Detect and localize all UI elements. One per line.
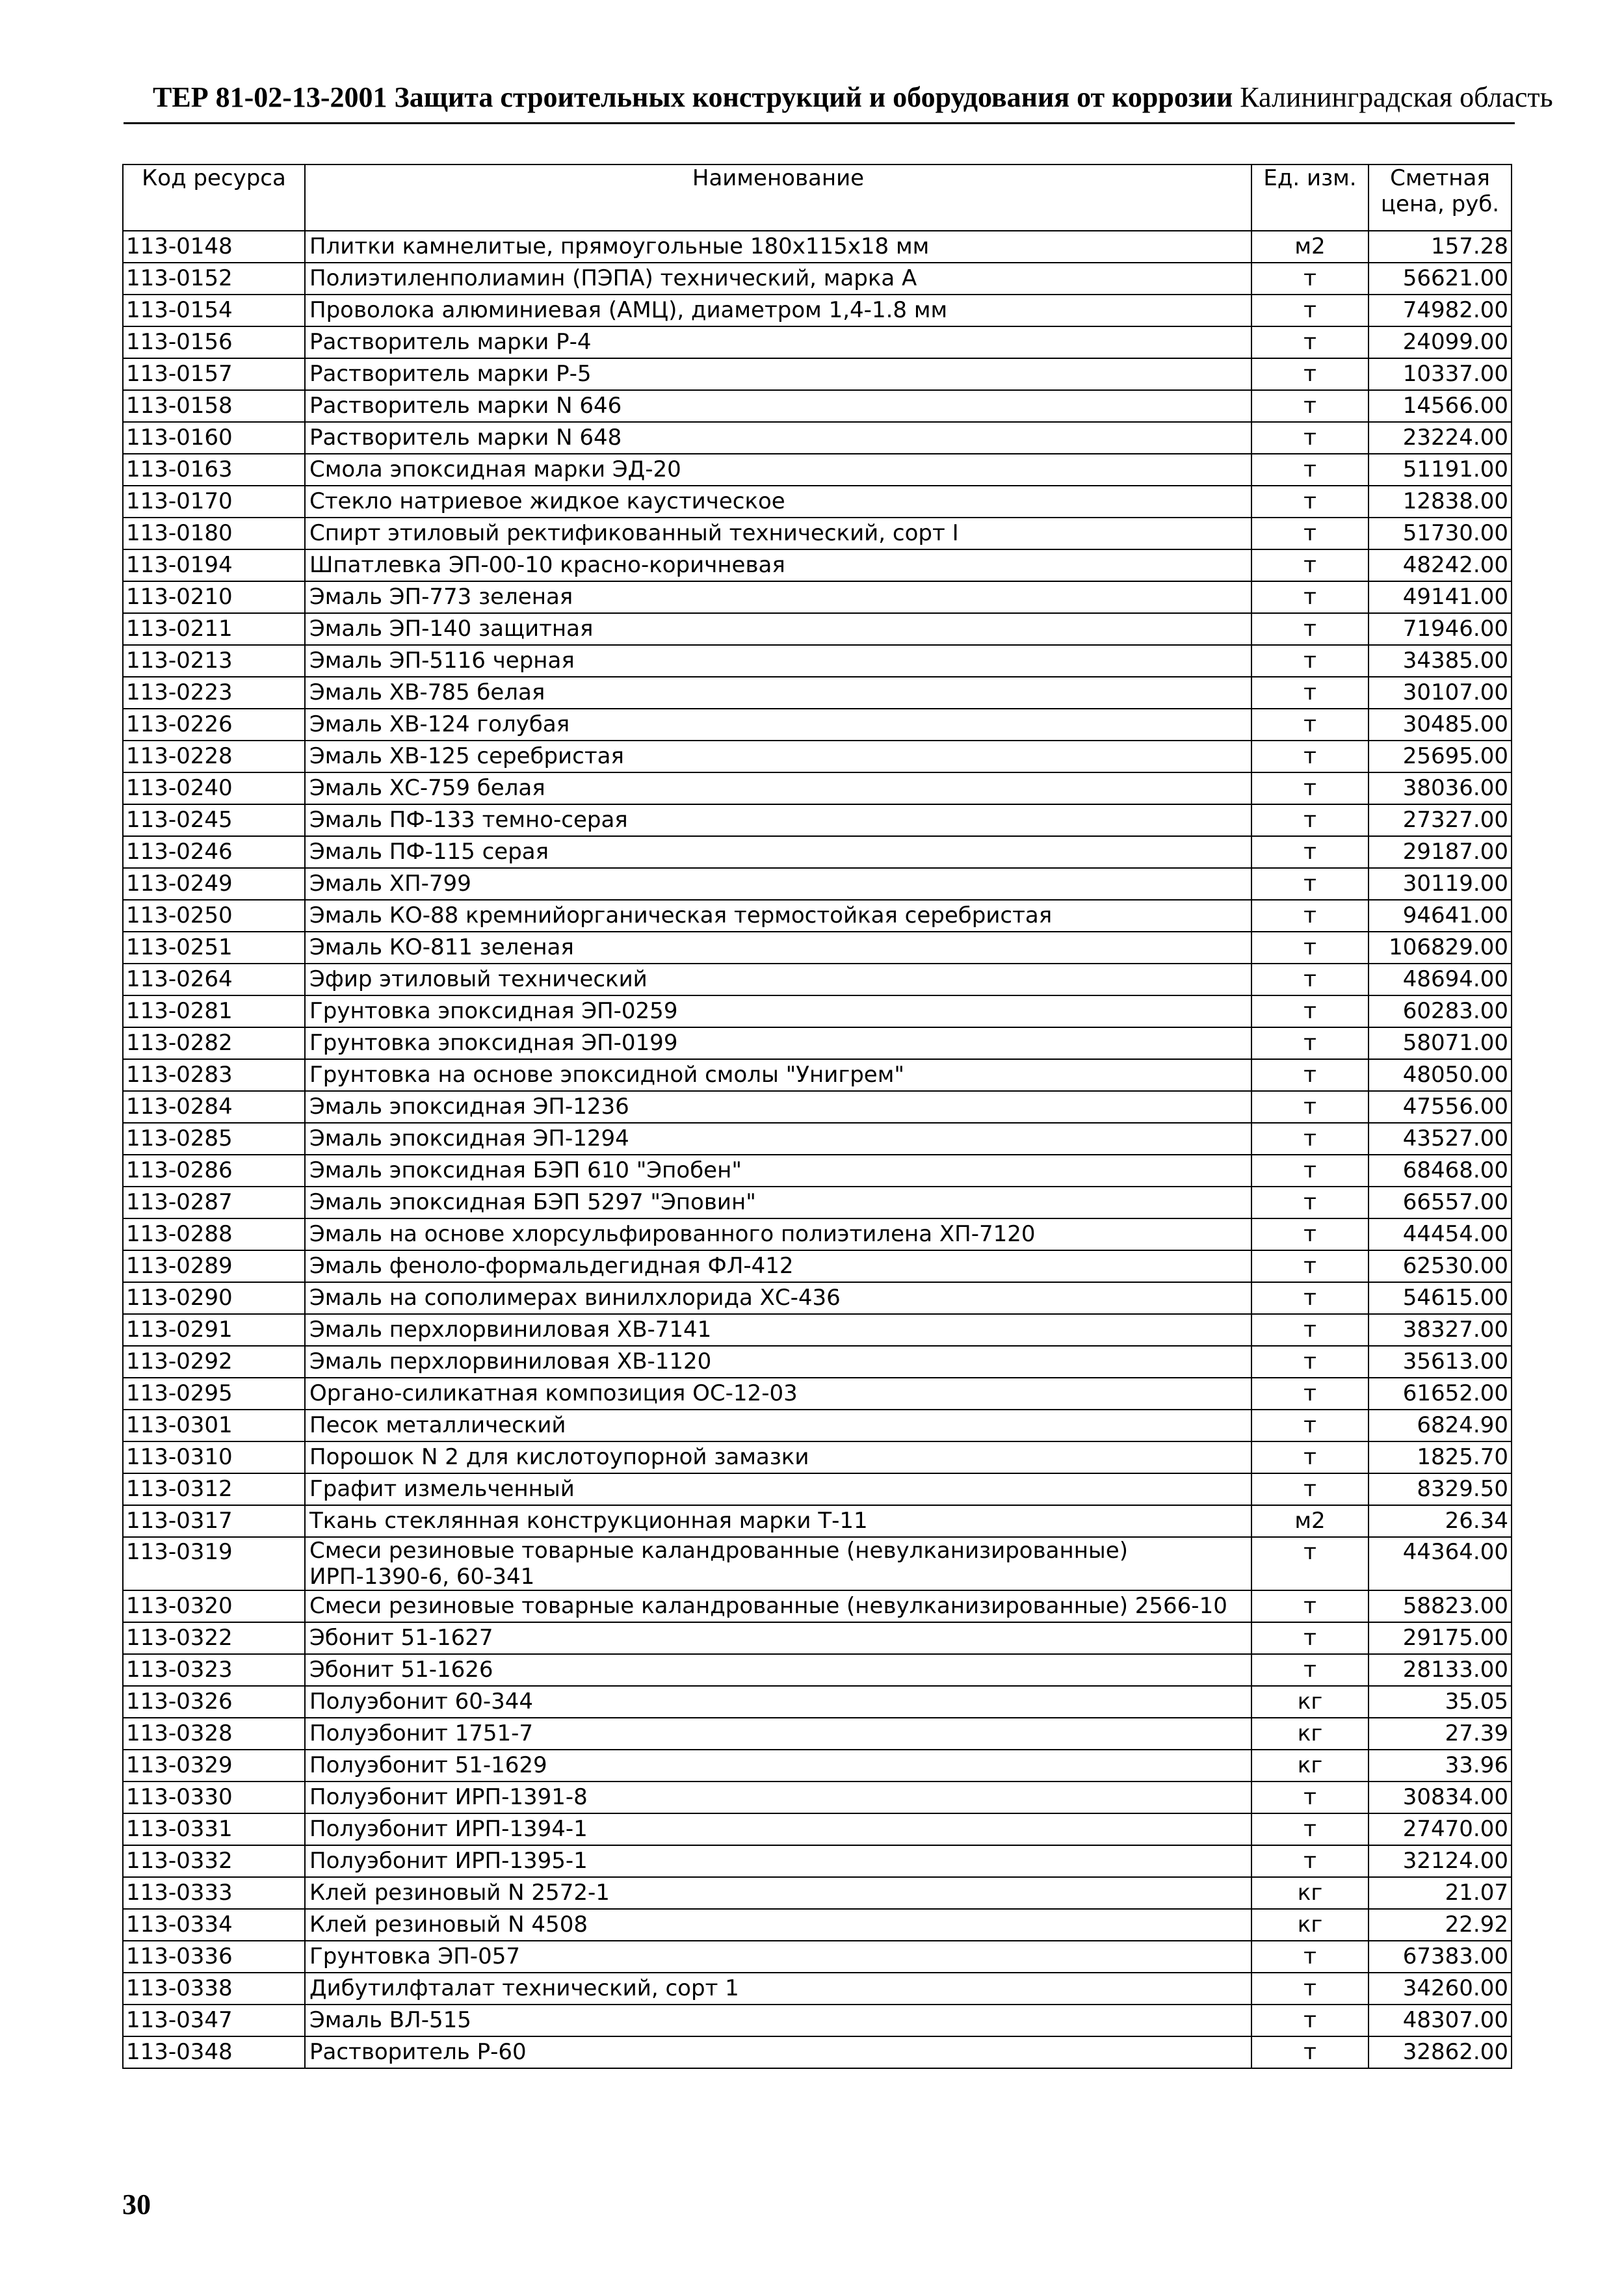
table-row [123, 1686, 1512, 1718]
price-cell: 48050.00 [1369, 1059, 1512, 1091]
price-cell: 48307.00 [1369, 2005, 1512, 2036]
price-cell: 66557.00 [1369, 1187, 1512, 1218]
resource-code-cell: 113-0245 [123, 804, 305, 836]
resource-name-cell: Растворитель марки N 648 [305, 422, 1251, 454]
resource-name-cell: Эмаль эпоксидная ЭП-1294 [305, 1123, 1251, 1155]
price-cell: 44454.00 [1369, 1218, 1512, 1250]
unit-cell: кг [1251, 1750, 1369, 1782]
column-header-unit: Ед. изм. [1251, 164, 1369, 231]
unit-cell: т [1251, 326, 1369, 358]
table-row [123, 1654, 1512, 1686]
table-row [123, 231, 1512, 263]
resource-name-cell: Дибутилфталат технический, сорт 1 [305, 1973, 1251, 2005]
price-cell: 71946.00 [1369, 613, 1512, 645]
table-row [123, 1537, 1512, 1590]
resource-name-cell: Эмаль эпоксидная ЭП-1236 [305, 1091, 1251, 1123]
unit-cell: т [1251, 1027, 1369, 1059]
unit-cell: т [1251, 1537, 1369, 1590]
unit-cell: кг [1251, 1718, 1369, 1750]
price-cell: 30119.00 [1369, 868, 1512, 900]
column-header-code: Код ресурса [123, 164, 305, 231]
table-row [123, 1250, 1512, 1282]
unit-cell: т [1251, 964, 1369, 995]
document-title: ТЕР 81-02-13-2001 Защита строительных конструкций и оборудования от коррозии [153, 81, 1233, 113]
resource-code-cell: 113-0326 [123, 1686, 305, 1718]
unit-cell: т [1251, 1845, 1369, 1877]
resource-name-cell: Эмаль ПФ-133 темно-серая [305, 804, 1251, 836]
resource-name-cell: Порошок N 2 для кислотоупорной замазки [305, 1441, 1251, 1473]
price-cell: 32862.00 [1369, 2036, 1512, 2068]
unit-cell: т [1251, 1622, 1369, 1654]
table-row [123, 2005, 1512, 2036]
price-cell: 43527.00 [1369, 1123, 1512, 1155]
price-cell: 60283.00 [1369, 995, 1512, 1027]
table-row [123, 1314, 1512, 1346]
unit-cell: т [1251, 1782, 1369, 1813]
resource-name-cell: Спирт этиловый ректификованный технический, сорт I [305, 518, 1251, 549]
price-cell: 23224.00 [1369, 422, 1512, 454]
resource-name-cell: Клей резиновый N 4508 [305, 1909, 1251, 1941]
resource-code-cell: 113-0283 [123, 1059, 305, 1091]
resource-name-cell: Растворитель марки Р-5 [305, 358, 1251, 390]
resource-name-cell: Полуэбонит ИРП-1394-1 [305, 1813, 1251, 1845]
resource-code-cell: 113-0170 [123, 486, 305, 518]
resource-name-cell: Растворитель марки N 646 [305, 390, 1251, 422]
unit-cell: т [1251, 2005, 1369, 2036]
resource-code-cell: 113-0328 [123, 1718, 305, 1750]
unit-cell: т [1251, 390, 1369, 422]
table-row [123, 1813, 1512, 1845]
price-cell: 56621.00 [1369, 263, 1512, 295]
table-row [123, 613, 1512, 645]
table-row [123, 581, 1512, 613]
resource-code-cell: 113-0290 [123, 1282, 305, 1314]
resource-code-cell: 113-0331 [123, 1813, 305, 1845]
price-cell: 25695.00 [1369, 741, 1512, 772]
page-number: 30 [122, 2189, 151, 2220]
table-row [123, 932, 1512, 964]
table-header-row [123, 164, 1512, 231]
price-cell: 61652.00 [1369, 1378, 1512, 1410]
table-row [123, 1505, 1512, 1537]
price-cell: 32124.00 [1369, 1845, 1512, 1877]
unit-cell: т [1251, 422, 1369, 454]
price-cell: 49141.00 [1369, 581, 1512, 613]
unit-cell: т [1251, 1187, 1369, 1218]
unit-cell: т [1251, 1155, 1369, 1187]
resource-name-cell: Полуэбонит 1751-7 [305, 1718, 1251, 1750]
price-cell: 44364.00 [1369, 1537, 1512, 1590]
unit-cell: т [1251, 549, 1369, 581]
resource-code-cell: 113-0281 [123, 995, 305, 1027]
table-row [123, 1750, 1512, 1782]
resource-code-cell: 113-0210 [123, 581, 305, 613]
table-row [123, 1282, 1512, 1314]
table-row [123, 422, 1512, 454]
table-row [123, 964, 1512, 995]
table-row [123, 1059, 1512, 1091]
unit-cell: т [1251, 295, 1369, 326]
price-cell: 68468.00 [1369, 1155, 1512, 1187]
resource-code-cell: 113-0317 [123, 1505, 305, 1537]
document-region: Калининградская область [1233, 81, 1553, 113]
unit-cell: т [1251, 1590, 1369, 1622]
price-cell: 29175.00 [1369, 1622, 1512, 1654]
unit-cell: кг [1251, 1909, 1369, 1941]
resource-code-cell: 113-0301 [123, 1410, 305, 1441]
unit-cell: т [1251, 1346, 1369, 1378]
resource-code-cell: 113-0223 [123, 677, 305, 709]
resource-code-cell: 113-0312 [123, 1473, 305, 1505]
resource-code-cell: 113-0180 [123, 518, 305, 549]
price-cell: 29187.00 [1369, 836, 1512, 868]
unit-cell: т [1251, 709, 1369, 741]
unit-cell: т [1251, 1314, 1369, 1346]
resource-name-cell: Смола эпоксидная марки ЭД-20 [305, 454, 1251, 486]
table-row [123, 1622, 1512, 1654]
unit-cell: т [1251, 1654, 1369, 1686]
header-rule [124, 122, 1515, 124]
resource-name-cell: Эмаль КО-811 зеленая [305, 932, 1251, 964]
unit-cell: т [1251, 454, 1369, 486]
unit-cell: т [1251, 836, 1369, 868]
price-cell: 1825.70 [1369, 1441, 1512, 1473]
table-row [123, 1410, 1512, 1441]
price-cell: 54615.00 [1369, 1282, 1512, 1314]
resource-code-cell: 113-0163 [123, 454, 305, 486]
table-row [123, 2036, 1512, 2068]
table-row [123, 645, 1512, 677]
unit-cell: т [1251, 581, 1369, 613]
resource-name-cell: Эмаль ХВ-785 белая [305, 677, 1251, 709]
resource-code-cell: 113-0156 [123, 326, 305, 358]
table-row [123, 1845, 1512, 1877]
resource-name-cell: Эмаль ЭП-140 защитная [305, 613, 1251, 645]
resource-code-cell: 113-0152 [123, 263, 305, 295]
resource-name-cell: Эбонит 51-1626 [305, 1654, 1251, 1686]
resource-code-cell: 113-0330 [123, 1782, 305, 1813]
price-cell: 62530.00 [1369, 1250, 1512, 1282]
price-cell: 48694.00 [1369, 964, 1512, 995]
table-row [123, 295, 1512, 326]
resource-code-cell: 113-0249 [123, 868, 305, 900]
unit-cell: т [1251, 358, 1369, 390]
table-row [123, 454, 1512, 486]
table-row [123, 868, 1512, 900]
resource-code-cell: 113-0295 [123, 1378, 305, 1410]
resource-name-cell: Эмаль ХП-799 [305, 868, 1251, 900]
table-row [123, 326, 1512, 358]
resource-code-cell: 113-0286 [123, 1155, 305, 1187]
table-row [123, 1973, 1512, 2005]
resource-code-cell: 113-0322 [123, 1622, 305, 1654]
table-row [123, 1155, 1512, 1187]
unit-cell: м2 [1251, 231, 1369, 263]
unit-cell: т [1251, 613, 1369, 645]
table-row [123, 1123, 1512, 1155]
table-row [123, 1473, 1512, 1505]
resource-name-cell: Полуэбонит 60-344 [305, 1686, 1251, 1718]
unit-cell: т [1251, 1091, 1369, 1123]
resource-name-cell: Эмаль эпоксидная БЭП 5297 "Эповин" [305, 1187, 1251, 1218]
document-header [153, 81, 1553, 113]
unit-cell: т [1251, 677, 1369, 709]
resource-code-cell: 113-0213 [123, 645, 305, 677]
resource-name-cell: Шпатлевка ЭП-00-10 красно-коричневая [305, 549, 1251, 581]
table-row [123, 677, 1512, 709]
unit-cell: м2 [1251, 1505, 1369, 1537]
resource-code-cell: 113-0291 [123, 1314, 305, 1346]
price-cell: 34385.00 [1369, 645, 1512, 677]
resource-code-cell: 113-0334 [123, 1909, 305, 1941]
resource-code-cell: 113-0251 [123, 932, 305, 964]
price-cell: 10337.00 [1369, 358, 1512, 390]
unit-cell: т [1251, 868, 1369, 900]
resource-name-cell: Органо-силикатная композиция ОС-12-03 [305, 1378, 1251, 1410]
price-cell: 35613.00 [1369, 1346, 1512, 1378]
resource-code-cell: 113-0338 [123, 1973, 305, 2005]
resource-code-cell: 113-0329 [123, 1750, 305, 1782]
resource-name-cell: Графит измельченный [305, 1473, 1251, 1505]
table-row [123, 741, 1512, 772]
table-row [123, 1941, 1512, 1973]
unit-cell: т [1251, 645, 1369, 677]
unit-cell: т [1251, 1473, 1369, 1505]
resource-name-cell: Песок металлический [305, 1410, 1251, 1441]
price-cell: 34260.00 [1369, 1973, 1512, 2005]
resource-name-cell: Растворитель марки Р-4 [305, 326, 1251, 358]
unit-cell: кг [1251, 1686, 1369, 1718]
table-row [123, 1590, 1512, 1622]
resource-name-cell: Эмаль перхлорвиниловая ХВ-7141 [305, 1314, 1251, 1346]
price-cell: 106829.00 [1369, 932, 1512, 964]
price-cell: 48242.00 [1369, 549, 1512, 581]
price-cell: 30485.00 [1369, 709, 1512, 741]
resource-code-cell: 113-0332 [123, 1845, 305, 1877]
resource-name-cell: Проволока алюминиевая (АМЦ), диаметром 1,4-1.8 мм [305, 295, 1251, 326]
resource-name-cell: Плитки камнелитые, прямоугольные 180х115х18 мм [305, 231, 1251, 263]
resource-name-cell: Эмаль ХС-759 белая [305, 772, 1251, 804]
table-row [123, 1718, 1512, 1750]
resource-code-cell: 113-0333 [123, 1877, 305, 1909]
resource-name-cell: Грунтовка на основе эпоксидной смолы "Унигрем" [305, 1059, 1251, 1091]
unit-cell: т [1251, 741, 1369, 772]
resource-name-cell: Стекло натриевое жидкое каустическое [305, 486, 1251, 518]
table-row [123, 263, 1512, 295]
resource-code-cell: 113-0282 [123, 1027, 305, 1059]
resource-code-cell: 113-0148 [123, 231, 305, 263]
unit-cell: т [1251, 932, 1369, 964]
resource-name-cell: Эмаль ЭП-5116 черная [305, 645, 1251, 677]
resource-code-cell: 113-0157 [123, 358, 305, 390]
table-row [123, 486, 1512, 518]
column-header-name: Наименование [305, 164, 1251, 231]
price-cell: 74982.00 [1369, 295, 1512, 326]
price-cell: 33.96 [1369, 1750, 1512, 1782]
price-cell: 35.05 [1369, 1686, 1512, 1718]
price-cell: 6824.90 [1369, 1410, 1512, 1441]
resource-code-cell: 113-0319 [123, 1537, 305, 1590]
unit-cell: т [1251, 1813, 1369, 1845]
unit-cell: т [1251, 1378, 1369, 1410]
resource-code-cell: 113-0289 [123, 1250, 305, 1282]
resource-name-cell: Эмаль на основе хлорсульфированного полиэтилена ХП-7120 [305, 1218, 1251, 1250]
resource-name-cell: Эмаль на сополимерах винилхлорида ХС-436 [305, 1282, 1251, 1314]
price-cell: 157.28 [1369, 231, 1512, 263]
resource-code-cell: 113-0264 [123, 964, 305, 995]
resource-code-cell: 113-0336 [123, 1941, 305, 1973]
resource-code-cell: 113-0347 [123, 2005, 305, 2036]
resource-code-cell: 113-0228 [123, 741, 305, 772]
table-row [123, 709, 1512, 741]
price-cell: 94641.00 [1369, 900, 1512, 932]
unit-cell: т [1251, 1218, 1369, 1250]
resource-code-cell: 113-0250 [123, 900, 305, 932]
price-cell: 26.34 [1369, 1505, 1512, 1537]
unit-cell: т [1251, 1250, 1369, 1282]
price-cell: 47556.00 [1369, 1091, 1512, 1123]
resource-code-cell: 113-0246 [123, 836, 305, 868]
price-cell: 38327.00 [1369, 1314, 1512, 1346]
price-cell: 12838.00 [1369, 486, 1512, 518]
resource-name-cell: Растворитель Р-60 [305, 2036, 1251, 2068]
resource-code-cell: 113-0285 [123, 1123, 305, 1155]
price-cell: 38036.00 [1369, 772, 1512, 804]
unit-cell: т [1251, 804, 1369, 836]
resource-name-cell: Грунтовка эпоксидная ЭП-0259 [305, 995, 1251, 1027]
resource-code-cell: 113-0158 [123, 390, 305, 422]
resource-name-cell: Эфир этиловый технический [305, 964, 1251, 995]
resource-name-cell: Эмаль эпоксидная БЭП 610 "Эпобен" [305, 1155, 1251, 1187]
price-cell: 22.92 [1369, 1909, 1512, 1941]
table-row [123, 1187, 1512, 1218]
resource-code-cell: 113-0194 [123, 549, 305, 581]
resource-name-cell: Эмаль ПФ-115 серая [305, 836, 1251, 868]
resource-code-cell: 113-0154 [123, 295, 305, 326]
resource-name-cell: Грунтовка ЭП-057 [305, 1941, 1251, 1973]
resource-name-cell: Смеси резиновые товарные каландрованные (невулканизированные) 2566-10 [305, 1590, 1251, 1622]
unit-cell: т [1251, 1441, 1369, 1473]
resource-table [122, 164, 1512, 2069]
table-row [123, 995, 1512, 1027]
table-row [123, 1218, 1512, 1250]
resource-code-cell: 113-0310 [123, 1441, 305, 1473]
resource-code-cell: 113-0348 [123, 2036, 305, 2068]
table-row [123, 1782, 1512, 1813]
resource-code-cell: 113-0284 [123, 1091, 305, 1123]
price-cell: 21.07 [1369, 1877, 1512, 1909]
price-cell: 51191.00 [1369, 454, 1512, 486]
unit-cell: т [1251, 772, 1369, 804]
table-row [123, 900, 1512, 932]
table-row [123, 772, 1512, 804]
resource-name-cell: Эмаль ВЛ-515 [305, 2005, 1251, 2036]
resource-code-cell: 113-0226 [123, 709, 305, 741]
resource-name-cell: Полиэтиленполиамин (ПЭПА) технический, марка А [305, 263, 1251, 295]
table-row [123, 1091, 1512, 1123]
resource-name-cell: Клей резиновый N 2572-1 [305, 1877, 1251, 1909]
resource-name-cell: Эбонит 51-1627 [305, 1622, 1251, 1654]
resource-name-cell: Эмаль ХВ-124 голубая [305, 709, 1251, 741]
price-cell: 51730.00 [1369, 518, 1512, 549]
table-row [123, 1346, 1512, 1378]
table-row [123, 836, 1512, 868]
resource-name-cell: Полуэбонит 51-1629 [305, 1750, 1251, 1782]
resource-code-cell: 113-0240 [123, 772, 305, 804]
table-row [123, 518, 1512, 549]
unit-cell: т [1251, 518, 1369, 549]
price-cell: 30107.00 [1369, 677, 1512, 709]
resource-name-cell: Эмаль перхлорвиниловая ХВ-1120 [305, 1346, 1251, 1378]
table-row [123, 358, 1512, 390]
unit-cell: т [1251, 263, 1369, 295]
resource-name-cell: Эмаль ХВ-125 серебристая [305, 741, 1251, 772]
table-row [123, 390, 1512, 422]
unit-cell: кг [1251, 1877, 1369, 1909]
price-cell: 30834.00 [1369, 1782, 1512, 1813]
table-row [123, 1378, 1512, 1410]
price-cell: 58823.00 [1369, 1590, 1512, 1622]
resource-name-cell: Эмаль феноло-формальдегидная ФЛ-412 [305, 1250, 1251, 1282]
price-cell: 58071.00 [1369, 1027, 1512, 1059]
resource-code-cell: 113-0160 [123, 422, 305, 454]
unit-cell: т [1251, 1941, 1369, 1973]
table-row [123, 1027, 1512, 1059]
resource-code-cell: 113-0320 [123, 1590, 305, 1622]
resource-code-cell: 113-0288 [123, 1218, 305, 1250]
unit-cell: т [1251, 1059, 1369, 1091]
resource-name-cell: Полуэбонит ИРП-1395-1 [305, 1845, 1251, 1877]
unit-cell: т [1251, 1410, 1369, 1441]
price-cell: 8329.50 [1369, 1473, 1512, 1505]
table-row [123, 1441, 1512, 1473]
resource-code-cell: 113-0323 [123, 1654, 305, 1686]
table-row [123, 1877, 1512, 1909]
price-cell: 27.39 [1369, 1718, 1512, 1750]
resource-name-cell: Грунтовка эпоксидная ЭП-0199 [305, 1027, 1251, 1059]
resource-name-cell: Эмаль ЭП-773 зеленая [305, 581, 1251, 613]
column-header-price: Сметная цена, руб. [1369, 164, 1512, 231]
price-cell: 27470.00 [1369, 1813, 1512, 1845]
price-cell: 67383.00 [1369, 1941, 1512, 1973]
resource-code-cell: 113-0292 [123, 1346, 305, 1378]
price-cell: 14566.00 [1369, 390, 1512, 422]
resource-name-cell: Полуэбонит ИРП-1391-8 [305, 1782, 1251, 1813]
table-row [123, 804, 1512, 836]
unit-cell: т [1251, 2036, 1369, 2068]
resource-code-cell: 113-0287 [123, 1187, 305, 1218]
unit-cell: т [1251, 1123, 1369, 1155]
price-cell: 24099.00 [1369, 326, 1512, 358]
unit-cell: т [1251, 995, 1369, 1027]
resource-name-cell: Эмаль КО-88 кремнийорганическая термостойкая серебристая [305, 900, 1251, 932]
table-body [123, 231, 1512, 2068]
unit-cell: т [1251, 486, 1369, 518]
price-cell: 28133.00 [1369, 1654, 1512, 1686]
resource-name-cell: Ткань стеклянная конструкционная марки Т-11 [305, 1505, 1251, 1537]
table-row [123, 1909, 1512, 1941]
price-cell: 27327.00 [1369, 804, 1512, 836]
resource-code-cell: 113-0211 [123, 613, 305, 645]
table-row [123, 549, 1512, 581]
resource-name-cell: Смеси резиновые товарные каландрованные (невулканизированные) ИРП-1390-6, 60-341 [305, 1537, 1251, 1590]
unit-cell: т [1251, 1282, 1369, 1314]
unit-cell: т [1251, 900, 1369, 932]
unit-cell: т [1251, 1973, 1369, 2005]
